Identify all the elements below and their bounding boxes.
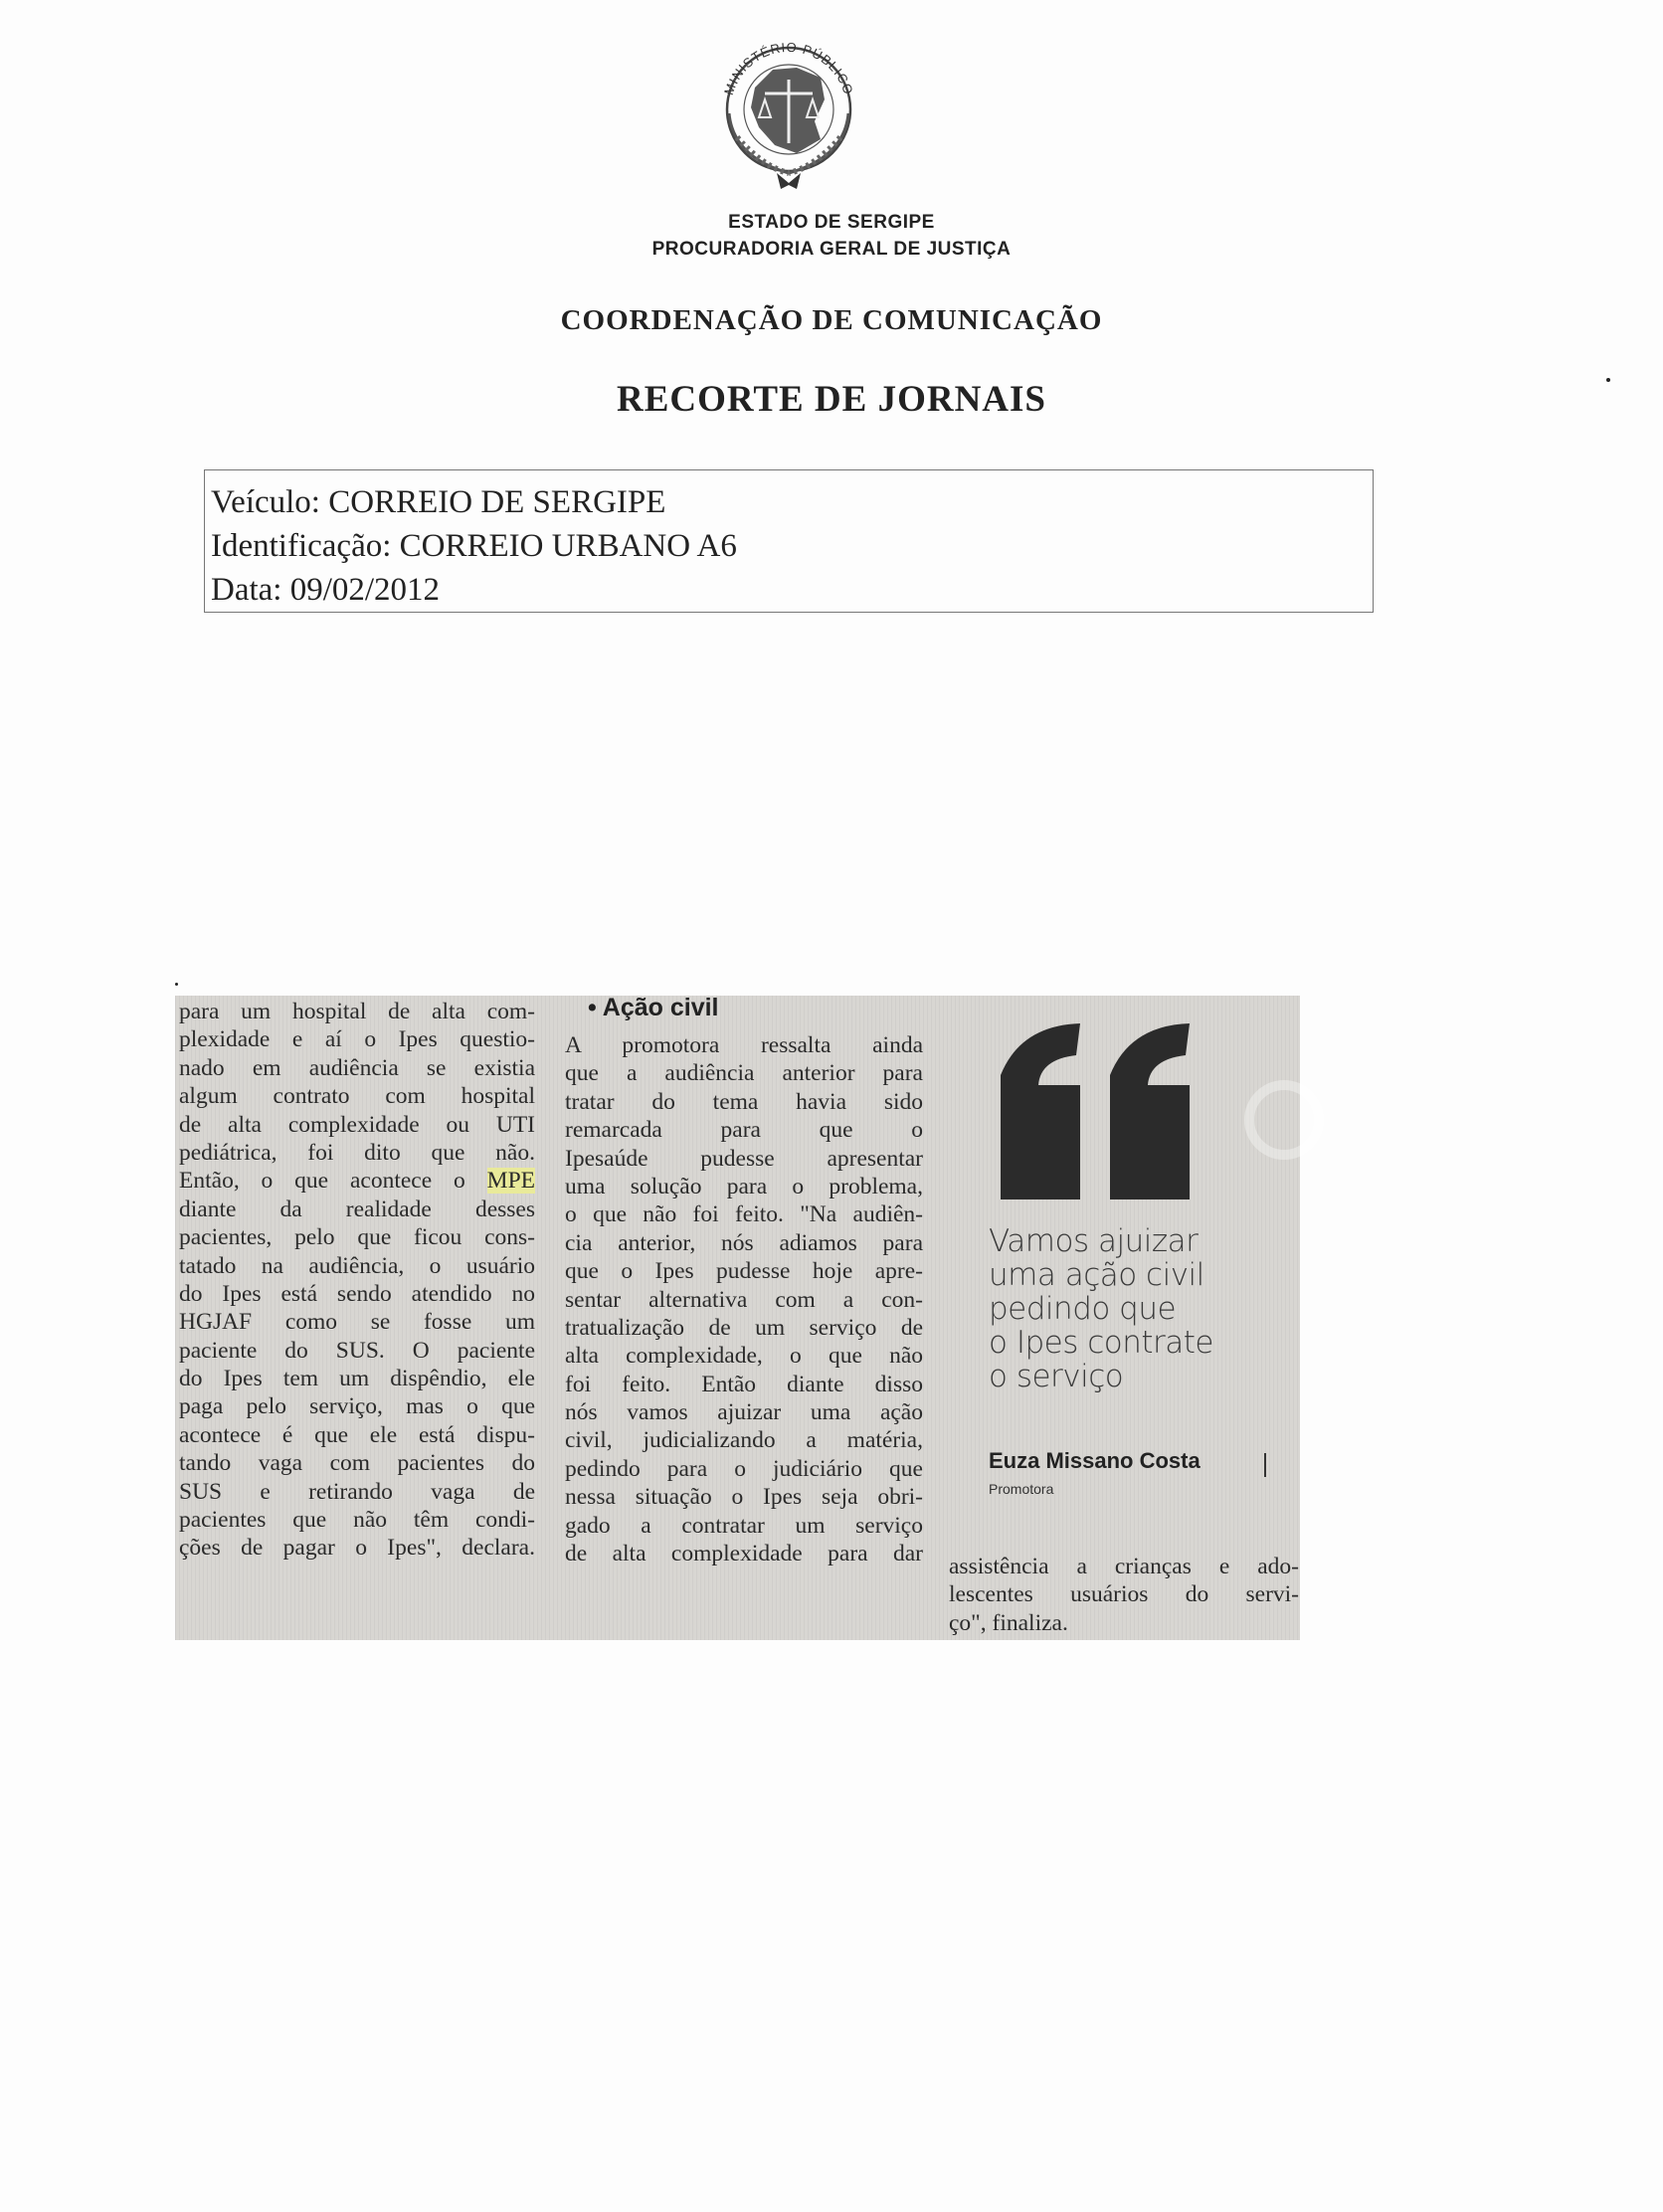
text-line: sentar alternativa com a con-	[565, 1286, 923, 1313]
pull-quote	[989, 1224, 1287, 1393]
text-line: civil, judicializando a matéria,	[565, 1427, 923, 1454]
vehicle-line: Veículo: CORREIO DE SERGIPE	[211, 484, 666, 520]
text-line: tratar do tema havia sido	[565, 1088, 923, 1115]
pull-quote-line: uma ação civil	[989, 1257, 1204, 1293]
text-line: o que não foi feito. "Na audiên-	[565, 1201, 923, 1228]
text-line: foi feito. Então diante disso	[565, 1371, 923, 1397]
author-divider	[1264, 1453, 1266, 1477]
text-line: nós vamos ajuizar uma ação	[565, 1399, 923, 1426]
text-line: ço", finaliza.	[949, 1609, 1068, 1636]
section-subheading: • Ação civil	[588, 994, 719, 1021]
text-line: nado em audiência se existia	[179, 1054, 535, 1081]
state-name: ESTADO DE SERGIPE	[728, 212, 935, 233]
department-title: COORDENAÇÃO DE COMUNICAÇÃO	[560, 304, 1103, 336]
text-line: paciente do SUS. O paciente	[179, 1337, 535, 1364]
text-line: para um hospital de alta com-	[179, 999, 535, 1024]
text-line: do Ipes está sendo atendido no	[179, 1280, 535, 1307]
text-line: de alta complexidade ou UTI	[179, 1111, 535, 1138]
text-line: plexidade e aí o Ipes questio-	[179, 1026, 535, 1053]
text-line: lescentes usuários do servi-	[949, 1581, 1299, 1608]
identification-line: Identificação: CORREIO URBANO A6	[211, 528, 737, 564]
text-line: remarcada para que o	[565, 1117, 923, 1144]
text-line: do Ipes tem um dispêndio, ele	[179, 1366, 535, 1392]
quotation-mark-icon	[981, 1015, 1209, 1204]
pull-quote-line: o Ipes contrate	[989, 1325, 1213, 1361]
text-line: que o Ipes pudesse hoje apre-	[565, 1258, 923, 1285]
highlighted-mpe: MPE	[486, 1168, 535, 1195]
pull-quote-line: pedindo que	[989, 1291, 1177, 1327]
svg-text:MINISTÉRIO PÚBLICO: MINISTÉRIO PÚBLICO	[720, 39, 857, 97]
text-line: acontece é que ele está dispu-	[179, 1421, 535, 1448]
text-line: pedindo para o judiciário que	[565, 1455, 923, 1482]
text-line: A promotora ressalta ainda	[565, 1032, 923, 1058]
text-line: Ipesaúde pudesse apresentar	[565, 1145, 923, 1172]
quote-author-role: Promotora	[989, 1481, 1054, 1497]
text-line: ções de pagar o Ipes", declara.	[179, 1535, 535, 1562]
text-line: nessa situação o Ipes seja obri-	[565, 1484, 923, 1511]
text-line: pacientes, pelo que ficou cons-	[179, 1224, 535, 1251]
text-line: cia anterior, nós adiamos para	[565, 1229, 923, 1256]
text-line: alta complexidade, o que não	[565, 1343, 923, 1370]
page-title: RECORTE DE JORNAIS	[617, 379, 1046, 420]
speck	[1606, 378, 1610, 382]
pull-quote-line: o serviço	[989, 1359, 1124, 1394]
office-name: PROCURADORIA GERAL DE JUSTIÇA	[651, 239, 1012, 260]
quote-author: Euza Missano Costa	[989, 1448, 1201, 1473]
text-line: pacientes que não têm condi-	[179, 1507, 535, 1534]
text-line: SUS e retirando vaga de	[179, 1478, 535, 1505]
text-line: uma solução para o problema,	[565, 1173, 923, 1199]
text-line: algum contrato com hospital	[179, 1083, 535, 1110]
ministerio-publico-seal	[693, 18, 884, 197]
text-line: paga pelo serviço, mas o que	[179, 1393, 535, 1420]
date-line: Data: 09/02/2012	[211, 572, 441, 608]
faded-background-letter	[1244, 1080, 1324, 1160]
text-line: tatado na audiência, o usuário	[179, 1252, 535, 1279]
article-column-1	[179, 998, 535, 1563]
text-line: pediátrica, foi dito que não.	[179, 1139, 535, 1166]
article-column-3	[949, 1553, 1299, 1637]
text-line: gado a contratar um serviço	[565, 1512, 923, 1539]
speck	[175, 983, 178, 986]
text-line-part: Então, o que acontece o	[179, 1168, 465, 1195]
text-line: tratualização de um serviço de	[565, 1314, 923, 1341]
text-line: HGJAF como se fosse um	[179, 1309, 535, 1336]
text-line: que a audiência anterior para	[565, 1060, 923, 1087]
text-line	[179, 1167, 535, 1195]
newspaper-clipping	[175, 996, 1300, 1640]
pull-quote-line: Vamos ajuizar	[989, 1223, 1199, 1259]
article-column-2	[565, 1031, 923, 1567]
text-line: tando vaga com pacientes do	[179, 1450, 535, 1477]
text-line: diante da realidade desses	[179, 1196, 535, 1222]
text-line: de alta complexidade para dar	[565, 1541, 923, 1567]
text-line: assistência a crianças e ado-	[949, 1554, 1299, 1579]
clipping-info-box	[204, 469, 1374, 613]
